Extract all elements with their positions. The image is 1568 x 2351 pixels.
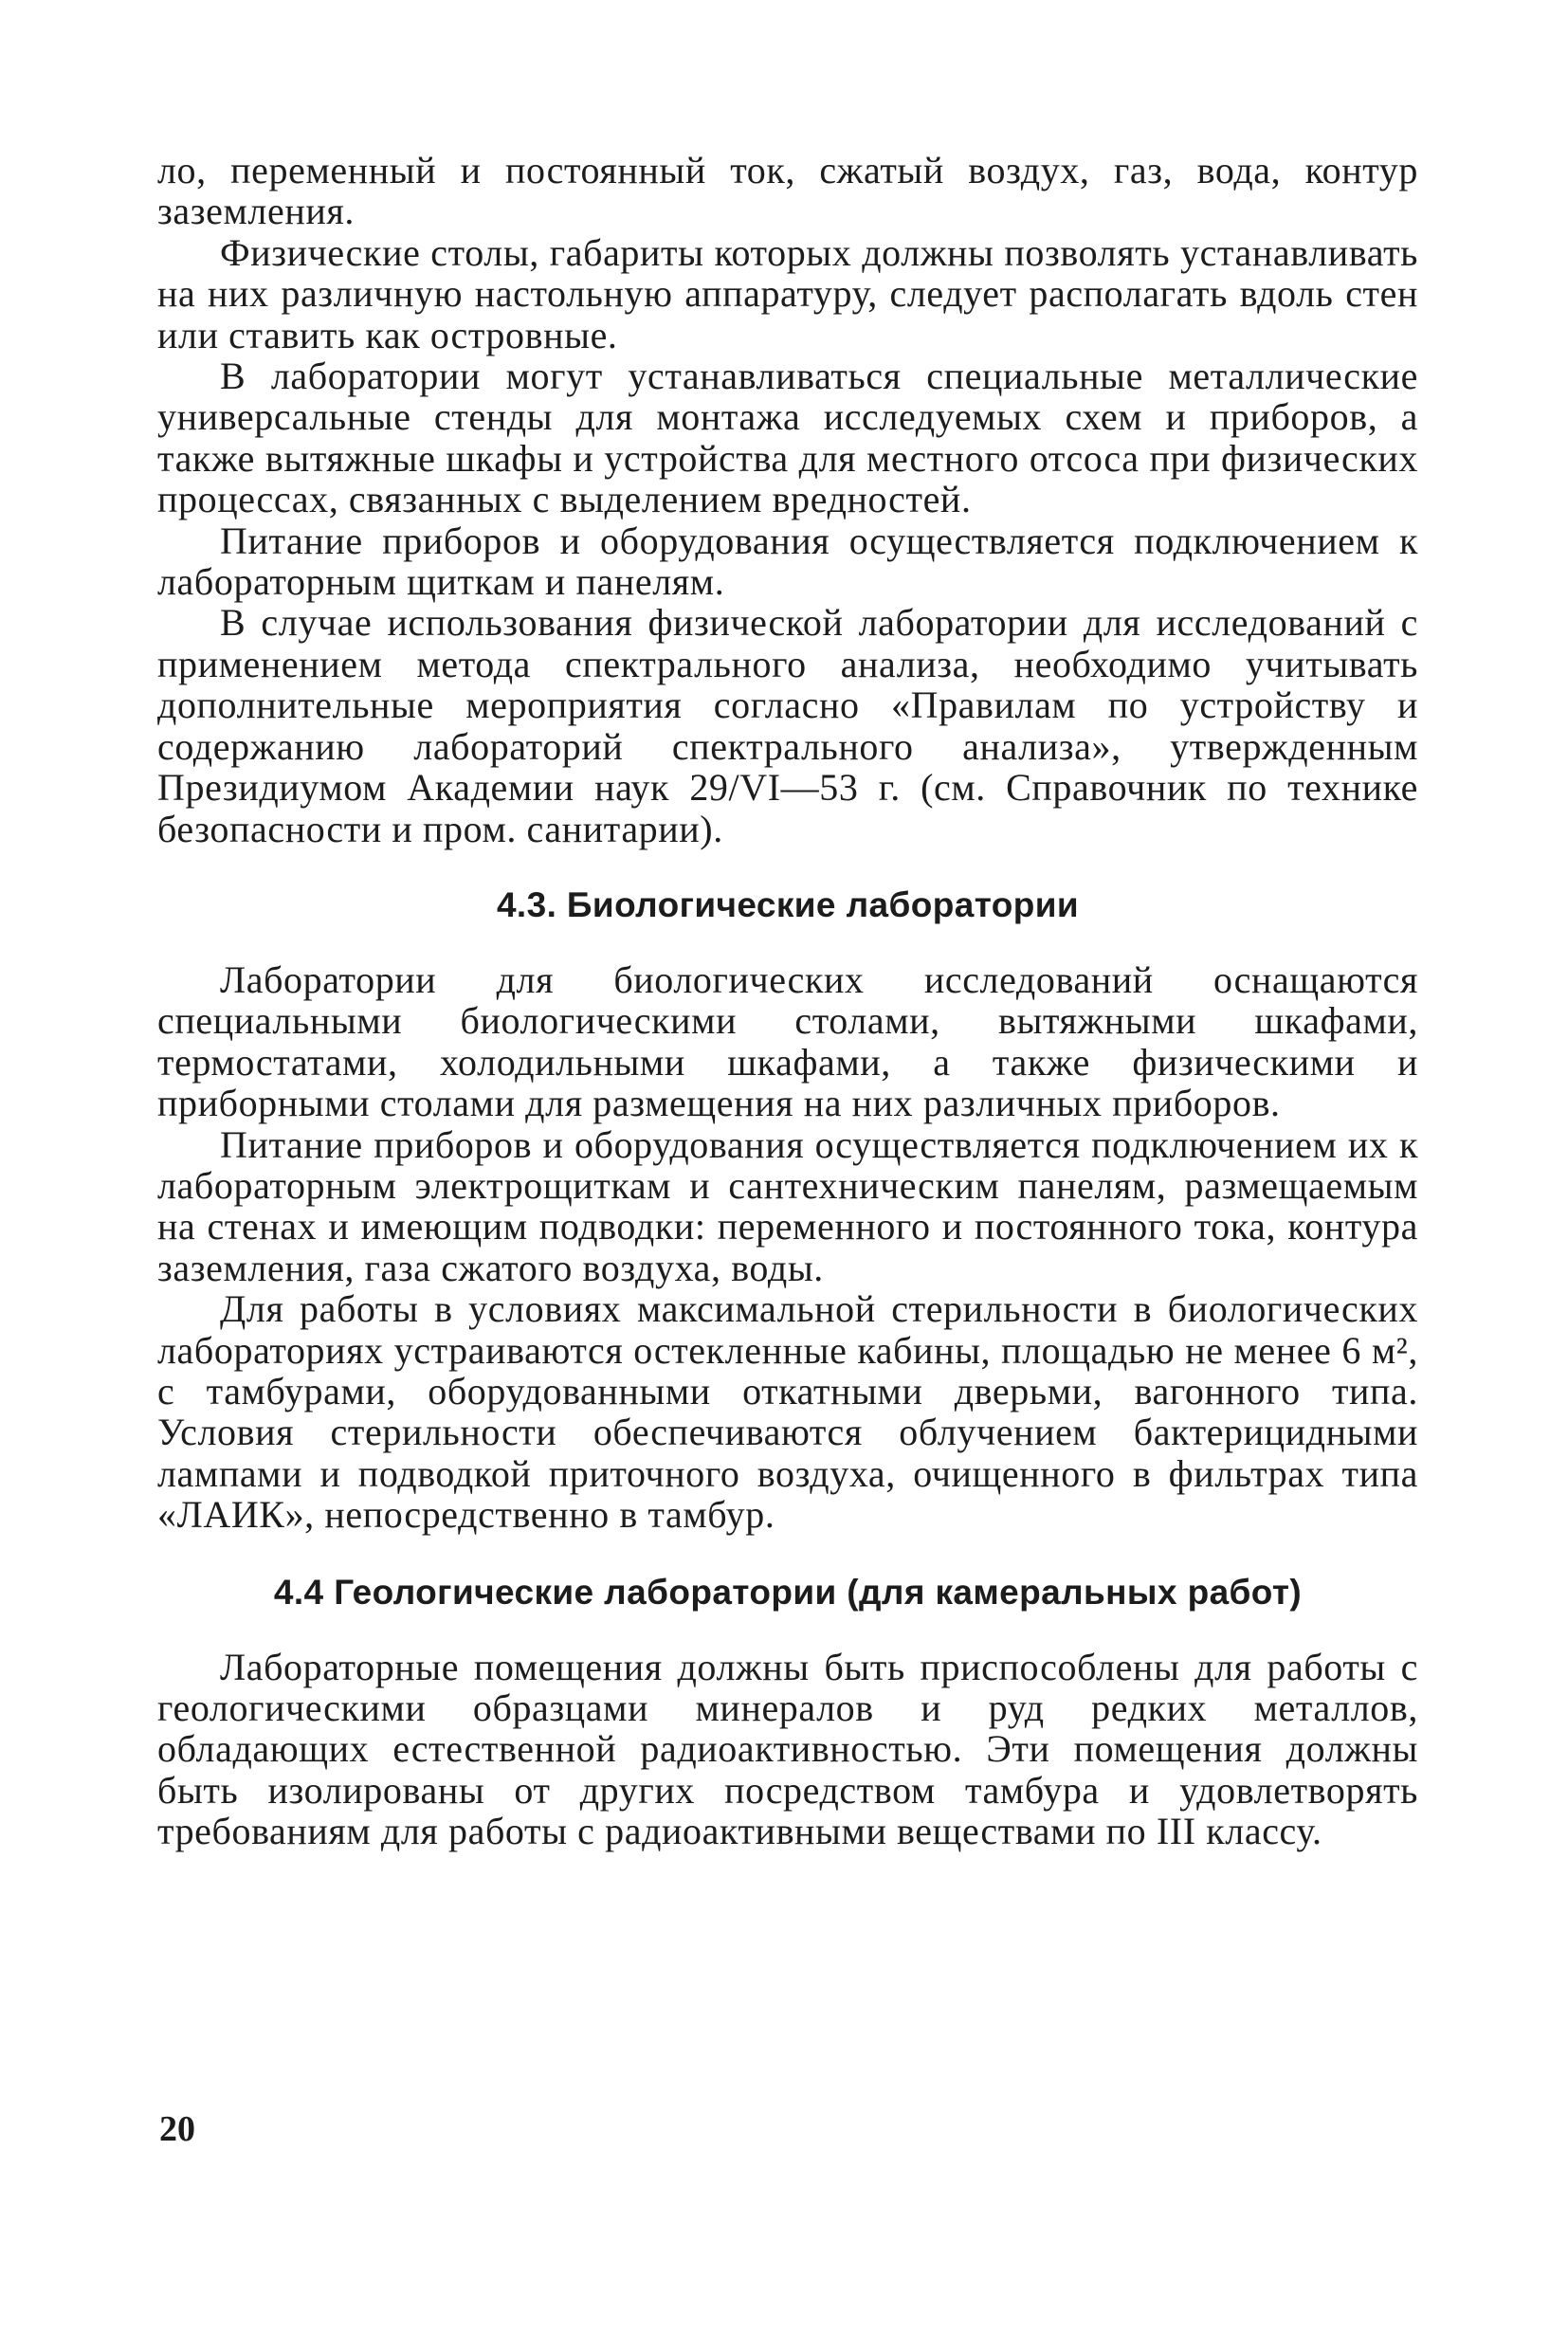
paragraph-bio-equipment: Лаборатории для биологических исследований оснащаются специальными биологическими столами, вытяжными шкафами, термостатами, холодильными шкафами, а также физическими и приборными столами для размещения на них различных приборов. (157, 957, 1418, 1125)
paragraph-bio-power: Питание приборов и оборудования осуществляется подключением их к лабораторным электрощиткам и сантехническим панелям, размещаемым на стенах и имеющим подводки: переменного и постоянного тока, контура заземления, газа сжатого воздуха, воды. (157, 1122, 1418, 1289)
paragraph-geo-rooms: Лабораторные помещения должны быть приспособлены для работы с геологическими образцами минералов и руд редких металлов, обладающих естественной радиоактивностью. Эти помещения должны быть изолированы от других посредством тамбура и удовлетворять требованиям для работы с радиоактивными веществами по III классу. (157, 1645, 1418, 1853)
section-heading-biological-labs: 4.3. Биологические лаборатории (496, 884, 1080, 924)
paragraph-physical-tables: Физические столы, габариты которых должны позволять устанавливать на них различную настольную аппаратуру, следует располагать вдоль стен или ставить как островные. (157, 230, 1418, 356)
paragraph-continuation: ло, переменный и постоянный ток, сжатый воздух, газ, вода, контур заземления. (157, 149, 1418, 233)
paragraph-bio-sterility: Для работы в условиях максимальной стерильности в биологических лабораториях устраиваются остекленные кабины, площадью не менее 6 м², с тамбурами, оборудованными откатными дверьми, вагонного типа. Условия стерильности обеспечиваются облучением бактерицидными лампами и подводкой приточного воздуха, очищенного в фильтрах типа «ЛАИК», непосредственно в тамбур. (157, 1287, 1418, 1537)
paragraph-power-supply: Питание приборов и оборудования осуществляется подключением к лабораторным щиткам и панелям. (157, 519, 1418, 604)
page-body (157, 150, 1418, 1852)
paragraph-stands: В лаборатории могут устанавливаться специальные металлические универсальные стенды для монтажа исследуемых схем и приборов, а также вытяжные шкафы и устройства для местного отсоса при физических процессах, связанных с выделением вредностей. (157, 355, 1418, 521)
page-number: 20 (159, 2109, 195, 2149)
section-heading-geological-labs: 4.4 Геологические лаборатории (для камеральных работ) (273, 1572, 1303, 1612)
paragraph-spectral-analysis: В случае использования физической лаборатории для исследований с применением метода спектрального анализа, необходимо учитывать дополнительные мероприятия согласно «Правилам по устройству и содержанию лабораторий спектрального анализа», утвержденным Президиумом Академии наук 29/VI—53 г. (см. Справочник по технике безопасности и пром. санитарии). (157, 601, 1418, 850)
